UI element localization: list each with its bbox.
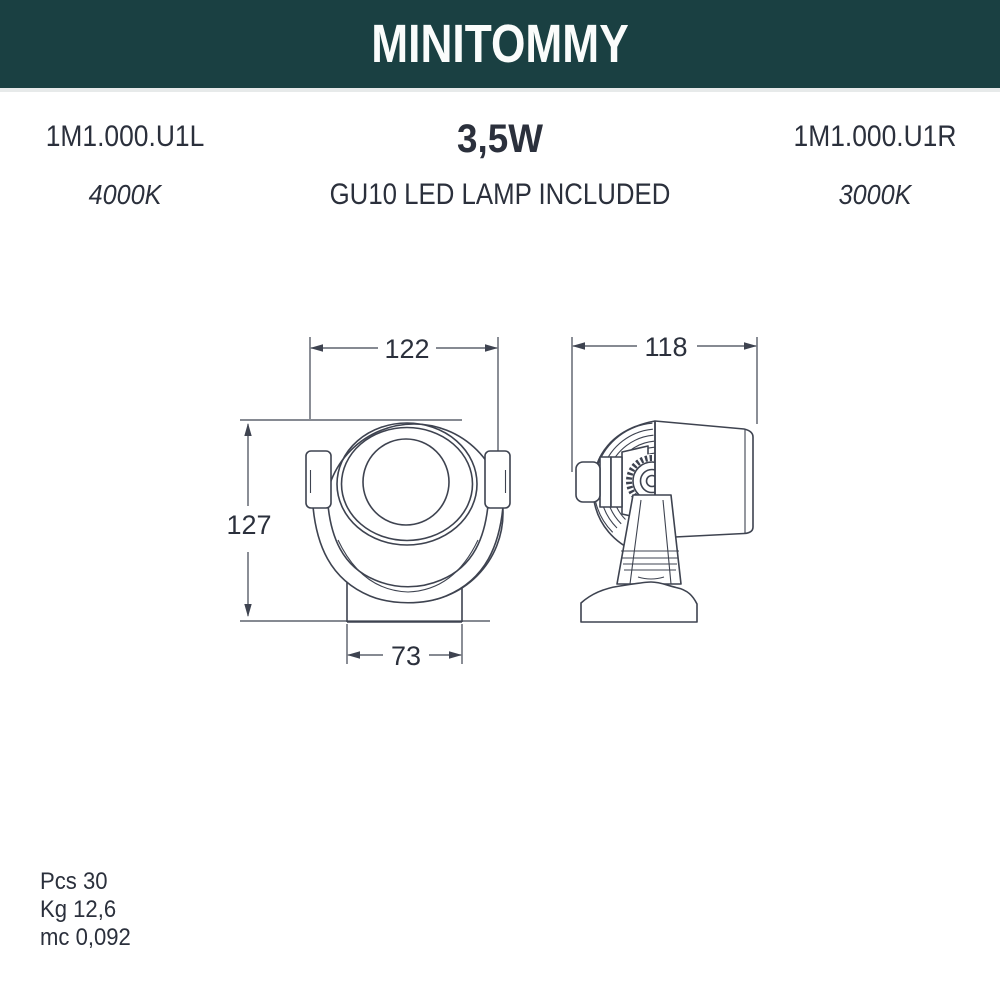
dim-73-arrow-right (449, 651, 462, 658)
side-view-drawing (576, 421, 753, 622)
lamp-included-label: GU10 LED LAMP INCLUDED (329, 178, 671, 211)
dimension-label-front-base-width: 73 (390, 641, 422, 671)
front-pivot-tab-right (485, 451, 510, 508)
dim-122-arrow-left (310, 344, 323, 351)
packaging-weight: Kg 12,6 (40, 896, 117, 923)
page-title: MINITOMMY (371, 14, 629, 74)
dim-73-arrow-left (347, 651, 360, 658)
dim-122-arrow-right (485, 344, 498, 351)
packaging-volume: mc 0,092 (40, 924, 131, 951)
dim-118-arrow-left (572, 342, 585, 349)
packaging-info (40, 868, 131, 952)
product-code-left: 1M1.000.U1L (45, 120, 205, 153)
front-view-drawing (306, 423, 510, 622)
technical-drawing (0, 320, 1000, 690)
dim-118-arrow-right (744, 342, 757, 349)
product-code-right: 1M1.000.U1R (793, 120, 957, 153)
color-temp-right: 3000K (838, 179, 912, 210)
side-base (581, 582, 697, 622)
color-temp-left: 4000K (88, 179, 162, 210)
wattage-label: 3,5W (457, 117, 543, 161)
dim-127-arrow-top (244, 423, 251, 436)
dim-127-arrow-bottom (244, 604, 251, 617)
packaging-pieces: Pcs 30 (40, 868, 108, 895)
header-band (0, 0, 1000, 92)
front-pivot-tab-left (306, 451, 331, 508)
dimension-label-front-width: 122 (384, 334, 430, 364)
dimension-label-side-depth: 118 (644, 332, 688, 362)
dimension-label-front-height: 127 (226, 510, 272, 540)
